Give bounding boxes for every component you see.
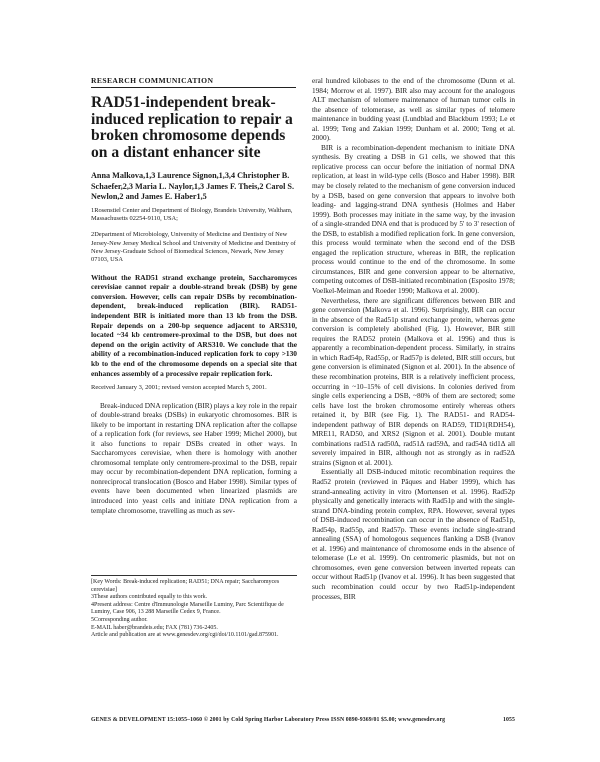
right-column: [312, 76, 515, 601]
keywords: [Key Words: Break-induced replication; RAD51; DNA repair; Saccharomyces cerevisiae]: [91, 579, 280, 593]
affiliation-2: 2Department of Microbiology, University of Medicine and Dentistry of New Jersey-New Jersey Medical School and University of Medicine and Dentistry of New Jersey-Graduate School of Biomedical Sciences, Newark, New Jersey 07103, USA: [91, 231, 296, 264]
body-paragraph-2: BIR is a recombination-dependent mechanism to initiate DNA synthesis. By creating a DSB in G1 cells, we showed that this replicative process can occur before the initiation of normal DNA replication, at least in wild-type cells (Bosco and Haber 1998). BIR may be closely related to the mechanism of gene conversion induced by a DSB, based on gene conversion that appears to involve both leading- and lagging-strand DNA synthesis (Holmes and Haber 1999). Both processes may initiate in the same way, by the invasion of a single-stranded DNA end that is produced by 5' to 3' resection of the DSB, to establish a modified replication fork. In gene conversion, this process would terminate when the second end of the DSB engaged the replication structure, whereas in BIR, the replication process would continue to the end of the chromosome. In some circumstances, BIR and gene conversion appear to be alternative, competing outcomes of DSB-initiated recombination (Esposito 1978; Voelkel-Meiman and Roeder 1990; Malkova et al. 2000).: [312, 142, 515, 296]
body-paragraph-4: Essentially all DSB-induced mitotic recombination requires the Rad52 protein (reviewed in Pâques and Haber 1999), which has strand-annealing activity in vitro (Mortensen et al. 1996). Rad52p physically and genetically interacts with Rad51p and with the single-strand DNA-binding protein complex, RPA. However, several types of DSB-induced recombination can occur in the absence of Rad51p, Rad54p, Rad55p, and Rad57p. These events include single-strand annealing (SSA) of homologous sequences flanking a DSB (Ivanov et al. 1996) and maintenance of chromosome ends in the absence of telomerase (Le et al. 1999). On centromeric plasmids, but not on chromosomes, even gene conversion between inverted repeats can occur without Rad51p (Ivanov et al. 1996). It has been suggested that such recombination could occur by two Rad51p-independent processes, BIR: [312, 467, 515, 601]
article-title: RAD51-independent break-induced replication to repair a broken chromosome depends on a distant enhancer site: [91, 94, 293, 161]
left-column: [91, 92, 297, 515]
journal-citation: GENES & DEVELOPMENT 15:1055–1060 © 2001 by Cold Spring Harbor Laboratory Press ISSN 0890-9369/01 $5.00; www.genesdev.org: [91, 717, 446, 723]
footnote-email: E-MAIL haber@brandeis.edu; FAX (781) 736-2405.: [91, 624, 218, 631]
footnotes: [91, 575, 297, 640]
footnote-present-address: 4Present address: Centre d'Immunologie Marseille Luminy, Parc Scientifique de Luminy, Case 906, 13 288 Marseille Cedex 9, France.: [91, 601, 284, 616]
received-dates: Received January 3, 2001; revised version accepted March 5, 2001.: [91, 384, 267, 392]
page-number: 1055: [503, 717, 515, 723]
intro-paragraph: Break-induced DNA replication (BIR) plays a key role in the repair of double-strand breaks (DSBs) in eukaryotic chromosomes. BIR is likely to be important in restarting DNA replication after the collapse of a replication fork (for reviews, see Haber 1999; Michel 2000), but it also functions to repair DSBs created in other ways. In Saccharomyces cerevisiae, when there is homology with another chromosomal template only centromere-proximal to the DSB, repair may occur by recombination-dependent DNA replication, forming a nonreciprocal translocation (Bosco and Haber 1998). Similar types of events have been documented when linearized plasmids are introduced into yeast cells and initiate DNA replication from a template chromosome, travelling as much as sev-: [91, 400, 297, 515]
footnote-corresponding: 5Corresponding author.: [91, 616, 148, 623]
section-label: RESEARCH COMMUNICATION: [91, 76, 214, 85]
author-list: Anna Malkova,1,3 Laurence Signon,1,3,4 Christopher B. Schaefer,2,3 Maria L. Naylor,1,3 James F. Theis,2 Carol S. Newlon,2 and James E. Haber1,5: [91, 171, 295, 202]
body-paragraph-3: Nevertheless, there are significant differences between BIR and gene conversion (Malkova et al. 1996). Surprisingly, BIR can occur in the absence of the Rad51p strand exchange protein, whereas gene conversion is completely abolished (Fig. 1). However, BIR still requires the RAD52 protein (Malkova et al. 1996) and thus is apparently a recombination-dependent process. Similarly, in strains in which Rad54p, Rad55p, or Rad57p is deleted, BIR still occurs, but gene conversion is eliminated (Signon et al. 2001). In the absence of these recombination proteins, BIR is a relatively inefficient process, occurring in ~10–15% of cell divisions. In colonies derived from single cells experiencing a DSB, ~80% of them are sectored; some cells have lost the broken chromosome entirely whereas others retained it, by BIR (see Fig. 1). The RAD51- and RAD54-independent pathway of BIR depends on RAD59, TID1(RDH54), MRE11, RAD50, and XRS2 (Signon et al. 2001). Double mutant combinations rad51Δ rad50Δ, rad51Δ rad59Δ, and rad54Δ tid1Δ all severely impaired in BIR, although not as strongly as in rad52Δ strains (Signon et al. 2001).: [312, 295, 515, 467]
footnote-online: Article and publication are at www.genesdev.org/cgi/doi/10.1101/gad.875901.: [91, 632, 279, 639]
footnote-equal-contribution: 3These authors contributed equally to this work.: [91, 594, 208, 601]
body-paragraph-1: eral hundred kilobases to the end of the chromosome (Dunn et al. 1984; Morrow et al. 1997). BIR also may account for the analogous ALT mechanism of telomere maintenance of human tumor cells in the absence of telomerase, as well as similar types of telomere maintenance in budding yeast (Lundblad and Blackburn 1993; Le et al. 1999; Teng and Zakian 1999; Dunham et al. 2000; Teng et al. 2000).: [312, 76, 515, 143]
page-footer: [91, 717, 515, 723]
header-rule: [91, 87, 296, 88]
abstract: Without the RAD51 strand exchange protein, Saccharomyces cerevisiae cannot repair a double-strand break (DSB) by gene conversion. However, cells can repair DSBs by recombination-dependent, break-induced replication (BIR). RAD51-independent BIR is initiated more than 13 kb from the DSB. Repair depends on a 200-bp sequence adjacent to ARS310, located ~34 kb centromere-proximal to the DSB, but does not depend on the origin activity of ARS310. We conclude that the ability of a recombination-induced replication fork to copy >130 kb to the end of the chromosome depends on a special site that enhances assembly of a processive repair replication fork.: [91, 272, 297, 378]
affiliation-1: 1Rosenstiel Center and Department of Biology, Brandeis University, Waltham, Massachusetts 02254-9110, USA;: [91, 206, 293, 223]
